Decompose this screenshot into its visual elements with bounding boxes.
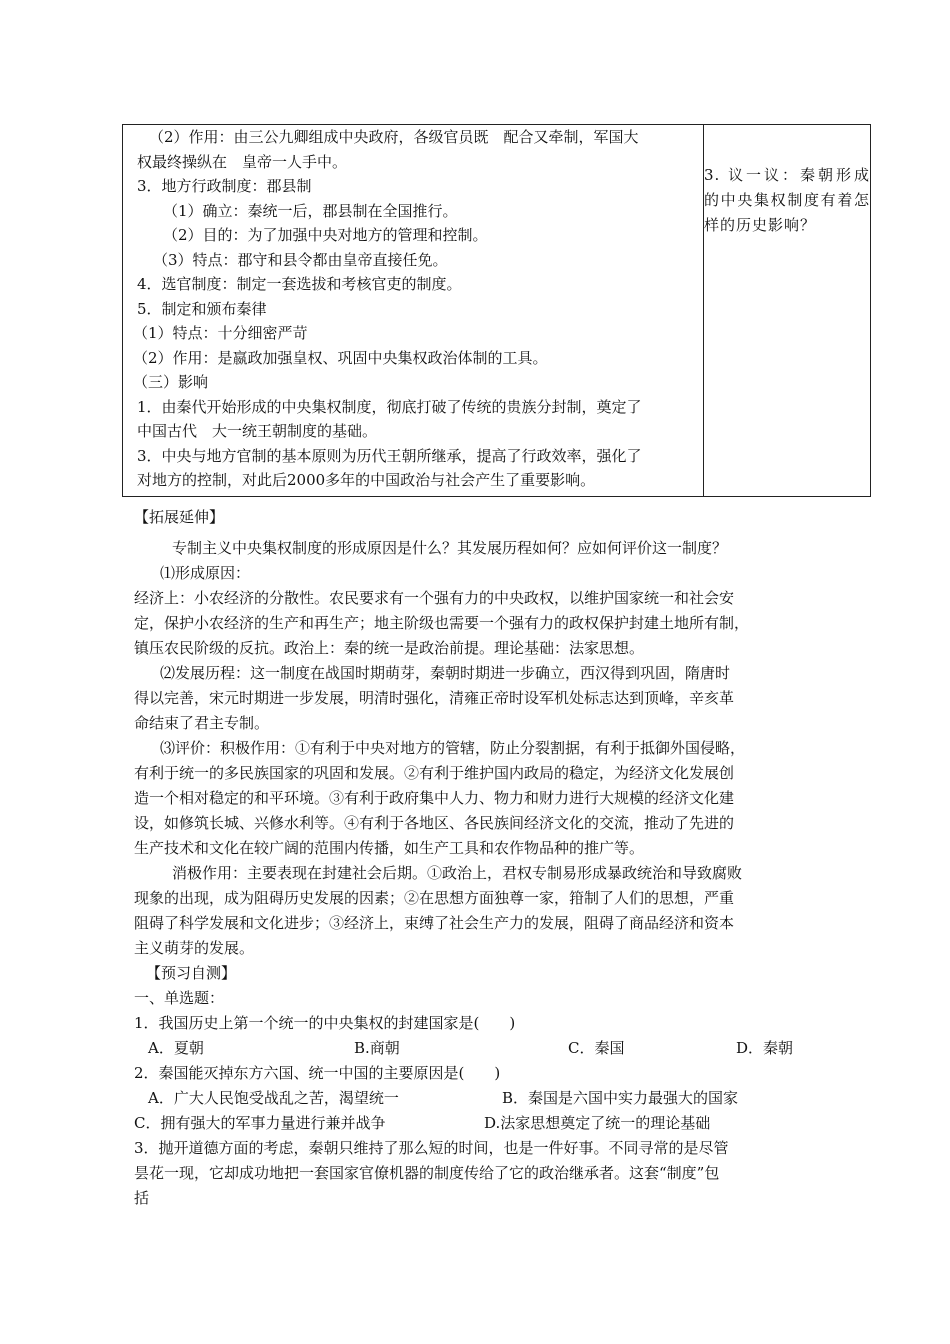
extension-section bbox=[134, 505, 834, 1211]
paragraph-line: 镇压农民阶级的反抗。政治上：秦的统一是政治前提。理论基础：法家思想。 bbox=[134, 639, 645, 657]
q1-options bbox=[134, 1036, 834, 1061]
paragraph-line: 有利于统一的多民族国家的巩固和发展。②有利于维护国内政局的稳定，为经济文化发展创 bbox=[134, 764, 735, 782]
paragraph-line: ⑶评价：积极作用：①有利于中央对地方的管辖，防止分裂割据，有利于抵御外国侵略， bbox=[160, 739, 746, 757]
question-stem: 昙花一现，它却成功地把一套国家官僚机器的制度传给了它的政治继承者。这套“制度”包 bbox=[134, 1164, 720, 1182]
option-a: A．广大人民饱受战乱之苦，渴望统一 bbox=[148, 1089, 399, 1107]
part-heading: 一、单选题： bbox=[134, 989, 225, 1007]
paragraph-line: 命结束了君主专制。 bbox=[134, 714, 270, 732]
discussion-cell bbox=[704, 125, 871, 497]
option-a: A．夏朝 bbox=[148, 1039, 204, 1057]
table-line: 3．中央与地方官制的基本原则为历代王朝所继承，提高了行政效率，强化了 bbox=[137, 446, 642, 465]
table-line: 5．制定和颁布秦律 bbox=[137, 299, 267, 318]
option-d: D．秦朝 bbox=[736, 1039, 794, 1057]
paragraph-line: 主义萌芽的发展。 bbox=[134, 939, 255, 957]
question-stem: 括 bbox=[134, 1189, 150, 1207]
lesson-table bbox=[122, 124, 871, 497]
table-line: （2）作用：是嬴政加强皇权、巩固中央集权政治体制的工具。 bbox=[133, 348, 548, 367]
table-line: 权最终操纵在 皇帝一人手中。 bbox=[137, 152, 348, 171]
option-b: B.商朝 bbox=[354, 1039, 400, 1057]
option-d: D.法家思想奠定了统一的理论基础 bbox=[484, 1114, 711, 1132]
table-line: （2）目的：为了加强中央对地方的管理和控制。 bbox=[163, 226, 488, 244]
paragraph-line: 阻碍了科学发展和文化进步；③经济上，束缚了社会生产力的发展，阻碍了商品经济和资本 bbox=[134, 914, 735, 932]
paragraph-line: 得以完善，宋元时期进一步发展，明清时强化，清雍正帝时设军机处标志达到顶峰，辛亥革 bbox=[134, 689, 735, 707]
section-heading: 【预习自测】 bbox=[146, 964, 237, 982]
table-line: （1）确立：秦统一后，郡县制在全国推行。 bbox=[163, 201, 458, 220]
paragraph-line: 定，保护小农经济的生产和再生产；地主阶级也需要一个强有力的政权保护封建土地所有制， bbox=[134, 614, 750, 632]
paragraph-line: ⑵发展历程：这一制度在战国时期萌芽，秦朝时期进一步确立，西汉得到巩固，隋唐时 bbox=[160, 664, 731, 682]
option-c: C．秦国 bbox=[568, 1039, 625, 1057]
table-line: （1）特点：十分细密严苛 bbox=[133, 324, 308, 342]
section-heading: 【拓展延伸】 bbox=[134, 508, 225, 526]
table-line: （3）特点：郡守和县令都由皇帝直接任免。 bbox=[153, 250, 448, 269]
paragraph-line: 设，如修筑长城、兴修水利等。④有利于各地区、各民族间经济文化的交流，推动了先进的 bbox=[134, 814, 735, 832]
reason-title: ⑴形成原因： bbox=[160, 564, 251, 582]
question-stem: 3．抛开道德方面的考虑，秦朝只维持了那么短的时间，也是一件好事。不同寻常的是尽管 bbox=[134, 1139, 729, 1157]
q2-options-row1 bbox=[134, 1086, 834, 1111]
table-line: 3．地方行政制度：郡县制 bbox=[137, 177, 312, 195]
extension-question: 专制主义中央集权制度的形成原因是什么？其发展历程如何？应如何评价这一制度？ bbox=[172, 539, 728, 557]
table-line: （三）影响 bbox=[133, 373, 209, 391]
option-b: B．秦国是六国中实力最强大的国家 bbox=[502, 1089, 739, 1107]
table-line: （2）作用：由三公九卿组成中央政府，各级官员既 配合又牵制，军国大 bbox=[149, 128, 639, 146]
question-stem: 1．我国历史上第一个统一的中央集权的封建国家是( ) bbox=[134, 1014, 516, 1032]
option-c: C．拥有强大的军事力量进行兼并战争 bbox=[134, 1114, 386, 1132]
q2-options-row2 bbox=[134, 1111, 834, 1136]
table-line: 对地方的控制，对此后2000多年的中国政治与社会产生了重要影响。 bbox=[137, 471, 596, 489]
table-line: 4．选官制度：制定一套选拔和考核官吏的制度。 bbox=[137, 275, 462, 293]
paragraph-line: 经济上：小农经济的分散性。农民要求有一个强有力的中央政权，以维护国家统一和社会安 bbox=[134, 589, 735, 607]
discussion-prompt: 3. 议一议：秦朝形成的中央集权制度有着怎样的历史影响？ bbox=[704, 166, 870, 234]
table-content-cell bbox=[123, 125, 704, 497]
paragraph-line: 生产技术和文化在较广阔的范围内传播，如生产工具和农作物品种的推广等。 bbox=[134, 839, 645, 857]
paragraph-line: 现象的出现，成为阻碍历史发展的因素；②在思想方面独尊一家，箝制了人们的思想，严重 bbox=[134, 889, 735, 907]
question-stem: 2．秦国能灭掉东方六国、统一中国的主要原因是( ) bbox=[134, 1064, 501, 1082]
paragraph-line: 造一个相对稳定的和平环境。③有利于政府集中人力、物力和财力进行大规模的经济文化建 bbox=[134, 789, 735, 807]
table-line: 1．由秦代开始形成的中央集权制度，彻底打破了传统的贵族分封制，奠定了 bbox=[137, 397, 642, 416]
table-line: 中国古代 大一统王朝制度的基础。 bbox=[137, 422, 378, 440]
paragraph-line: 消极作用：主要表现在封建社会后期。①政治上，君权专制易形成暴政统治和导致腐败 bbox=[172, 864, 743, 882]
